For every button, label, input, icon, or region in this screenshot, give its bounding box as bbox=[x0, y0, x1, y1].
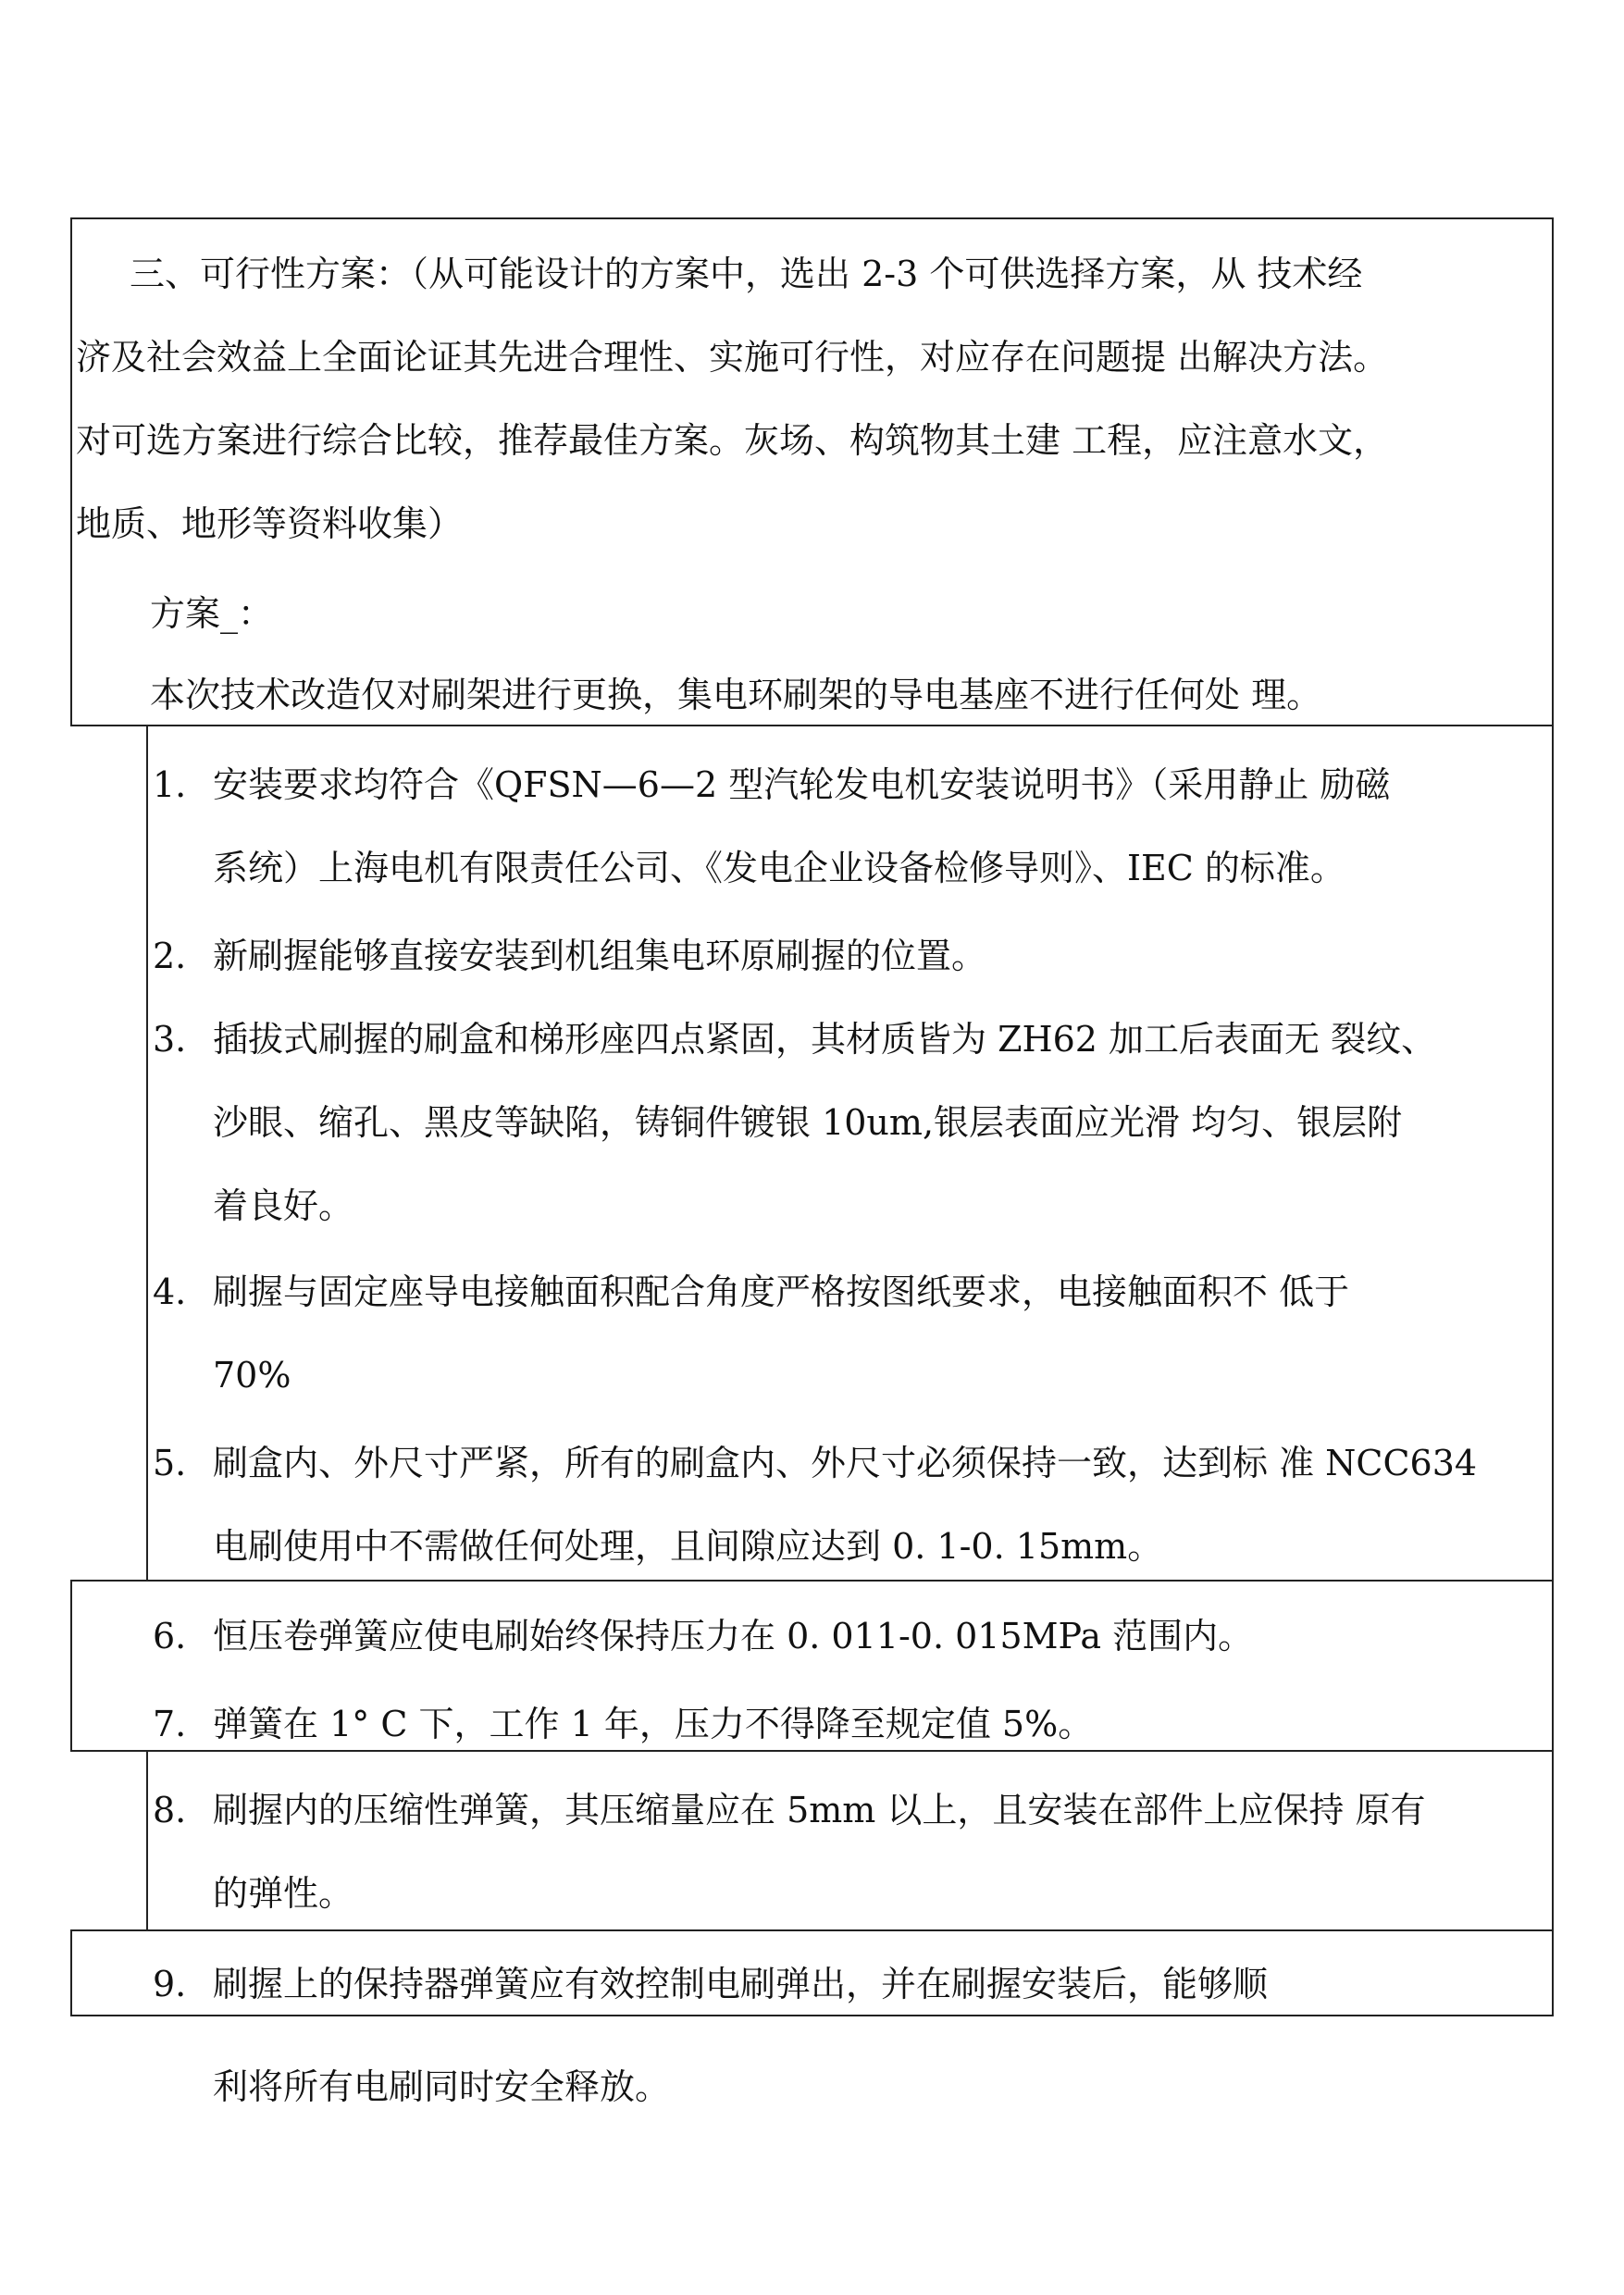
feasibility-heading-line: 三、可行性方案：（从可能设计的方案中，选出 2-3 个可供选择方案，从 技术经 bbox=[130, 254, 1363, 294]
item-text-line: 着良好。 bbox=[213, 1185, 354, 1226]
item-text-line: 刷握内的压缩性弹簧，其压缩量应在 5mm 以上，且安装在部件上应保持 原有 bbox=[213, 1790, 1426, 1830]
item-text-line: 安装要求均符合《QFSN—6—2 型汽轮发电机安装说明书》（采用静止 励磁 bbox=[213, 764, 1391, 805]
item-text-line: 利将所有电刷同时安全释放。 bbox=[213, 2066, 671, 2107]
item-number: 3. bbox=[153, 1019, 187, 1060]
item-text-line: 系统）上海电机有限责任公司、《发电企业设备检修导则》、IEC 的标准。 bbox=[213, 848, 1345, 888]
item-text-line: 电刷使用中不需做任何处理，且间隙应达到 0. 1-0. 15mm。 bbox=[213, 1526, 1163, 1567]
item-text-line: 刷握上的保持器弹簧应有效控制电刷弹出，并在刷握安装后，能够顺 bbox=[213, 1964, 1269, 2004]
item-text-line: 插拔式刷握的刷盒和梯形座四点紧固，其材质皆为 ZH62 加工后表面无 裂纹、 bbox=[213, 1019, 1437, 1060]
item-text-line: 刷握与固定座导电接触面积配合角度严格按图纸要求，电接触面积不 低于 bbox=[213, 1272, 1350, 1312]
feasibility-heading-line: 对可选方案进行综合比较，推荐最佳方案。灰场、构筑物其土建 工程，应注意水文， bbox=[76, 420, 1389, 461]
item-text-line: 刷盒内、外尺寸严紧，所有的刷盒内、外尺寸必须保持一致，达到标 准 NCC634 bbox=[213, 1443, 1478, 1483]
item-text-line: 沙眼、缩孔、黑皮等缺陷，铸铜件镀银 10um,银层表面应光滑 均匀、银层附 bbox=[213, 1102, 1403, 1143]
item-number: 9. bbox=[153, 1964, 187, 2004]
item-number: 5. bbox=[153, 1443, 187, 1483]
item-text-line: 的弹性。 bbox=[213, 1873, 354, 1914]
item-text-line: 新刷握能够直接安装到机组集电环原刷握的位置。 bbox=[213, 936, 987, 976]
plan-summary: 本次技术改造仅对刷架进行更换，集电环刷架的导电基座不进行任何处 理。 bbox=[150, 675, 1322, 715]
section-box-item-8 bbox=[146, 1750, 1554, 1931]
item-number: 4. bbox=[153, 1272, 187, 1312]
item-number: 2. bbox=[153, 936, 187, 976]
item-text-line: 70% bbox=[213, 1355, 291, 1396]
plan-label: 方案_： bbox=[150, 593, 274, 634]
item-text-line: 弹簧在 1° C 下，工作 1 年，压力不得降至规定值 5%。 bbox=[213, 1704, 1094, 1744]
feasibility-heading-line: 济及社会效益上全面论证其先进合理性、实施可行性，对应存在问题提 出解决方法。 bbox=[76, 337, 1389, 378]
item-number: 1. bbox=[153, 764, 187, 805]
item-number: 6. bbox=[153, 1616, 187, 1656]
item-number: 8. bbox=[153, 1790, 187, 1830]
item-number: 7. bbox=[153, 1704, 187, 1744]
feasibility-heading-line: 地质、地形等资料收集） bbox=[76, 503, 464, 544]
item-text-line: 恒压卷弹簧应使电刷始终保持压力在 0. 011-0. 015MPa 范围内。 bbox=[213, 1616, 1254, 1656]
